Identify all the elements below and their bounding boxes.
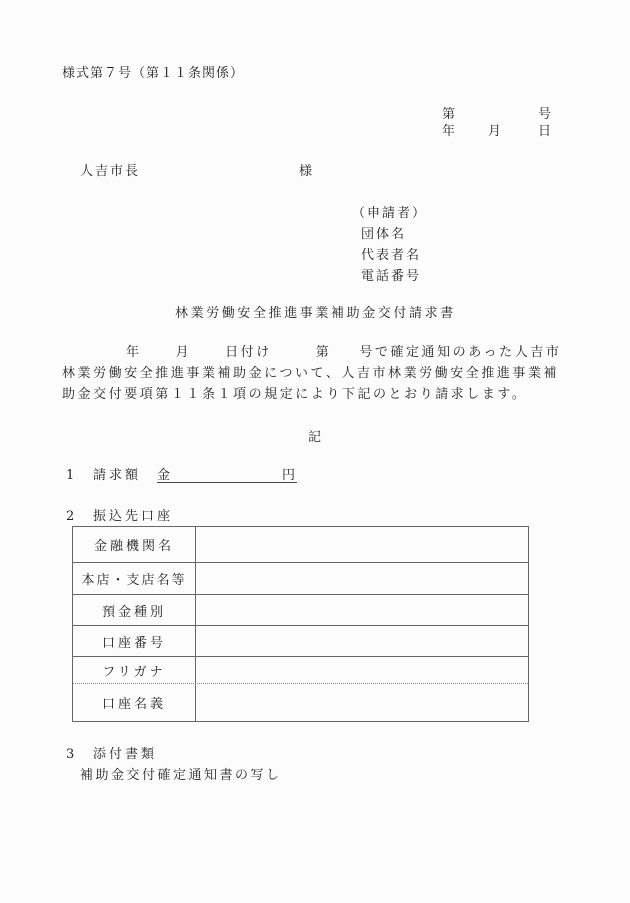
table-row-branch-name (73, 563, 528, 595)
attachment-item: 補助金交付確定通知書の写し (80, 768, 282, 783)
bank-name-field[interactable] (196, 527, 528, 562)
form-number: 様式第７号（第１１条関係） (62, 66, 245, 81)
addressee: 人吉市長 (80, 164, 141, 179)
amount-suffix: 円 (281, 468, 295, 483)
item3-number: 3 (66, 747, 75, 762)
table-row-furigana (73, 657, 528, 684)
bank-name-label: 金融機関名 (73, 527, 196, 562)
body-year: 年 (126, 345, 142, 360)
body-line-1-rest: 号で確定通知のあった人吉市 (359, 345, 562, 360)
table-row-deposit-type (73, 595, 528, 626)
date-day-label: 日 (538, 124, 552, 139)
ki-heading: 記 (308, 430, 322, 445)
document-title: 林業労働安全推進事業補助金交付請求書 (175, 306, 456, 321)
amount-field[interactable] (157, 466, 297, 483)
item2-label: 振込先口座 (93, 509, 174, 524)
item1-number: 1 (66, 468, 75, 483)
phone-number-label: 電話番号 (361, 269, 422, 284)
body-line-3: 助金交付要項第１１条１項の規定により下記のとおり請求します。 (62, 387, 528, 402)
account-holder-label: 口座名義 (73, 684, 196, 721)
addressee-honorific: 様 (299, 164, 313, 179)
item2-number: 2 (66, 509, 75, 524)
doc-number-suffix: 号 (538, 107, 552, 122)
item3-label: 添付書類 (93, 747, 158, 762)
body-no: 第 (315, 345, 332, 360)
date-month-label: 月 (488, 124, 502, 139)
date-year-label: 年 (442, 124, 456, 139)
deposit-type-field[interactable] (196, 595, 528, 625)
body-line-1 (62, 346, 561, 359)
account-number-field[interactable] (196, 626, 528, 656)
table-row-account-holder (73, 684, 528, 721)
body-line-2: 林業労働安全推進事業補助金について、人吉市林業労働安全推進事業補 (62, 366, 560, 381)
table-row-bank-name (73, 527, 528, 563)
table-row-account-number (73, 626, 528, 657)
amount-prefix: 金 (157, 468, 171, 483)
body-dated: 日付け (225, 345, 272, 360)
account-holder-field[interactable] (196, 684, 528, 721)
doc-number-prefix: 第 (442, 107, 456, 122)
applicant-heading: （申請者） (352, 206, 428, 221)
body-month: 月 (175, 345, 192, 360)
branch-name-field[interactable] (196, 563, 528, 594)
org-name-label: 団体名 (361, 227, 407, 242)
furigana-label: フリガナ (73, 657, 196, 683)
bank-account-table (72, 526, 529, 722)
representative-name-label: 代表者名 (361, 248, 422, 263)
branch-name-label: 本店・支店名等 (73, 563, 196, 594)
account-number-label: 口座番号 (73, 626, 196, 656)
furigana-field[interactable] (196, 657, 528, 683)
deposit-type-label: 預金種別 (73, 595, 196, 625)
item1-label: 請求額 (93, 468, 142, 483)
